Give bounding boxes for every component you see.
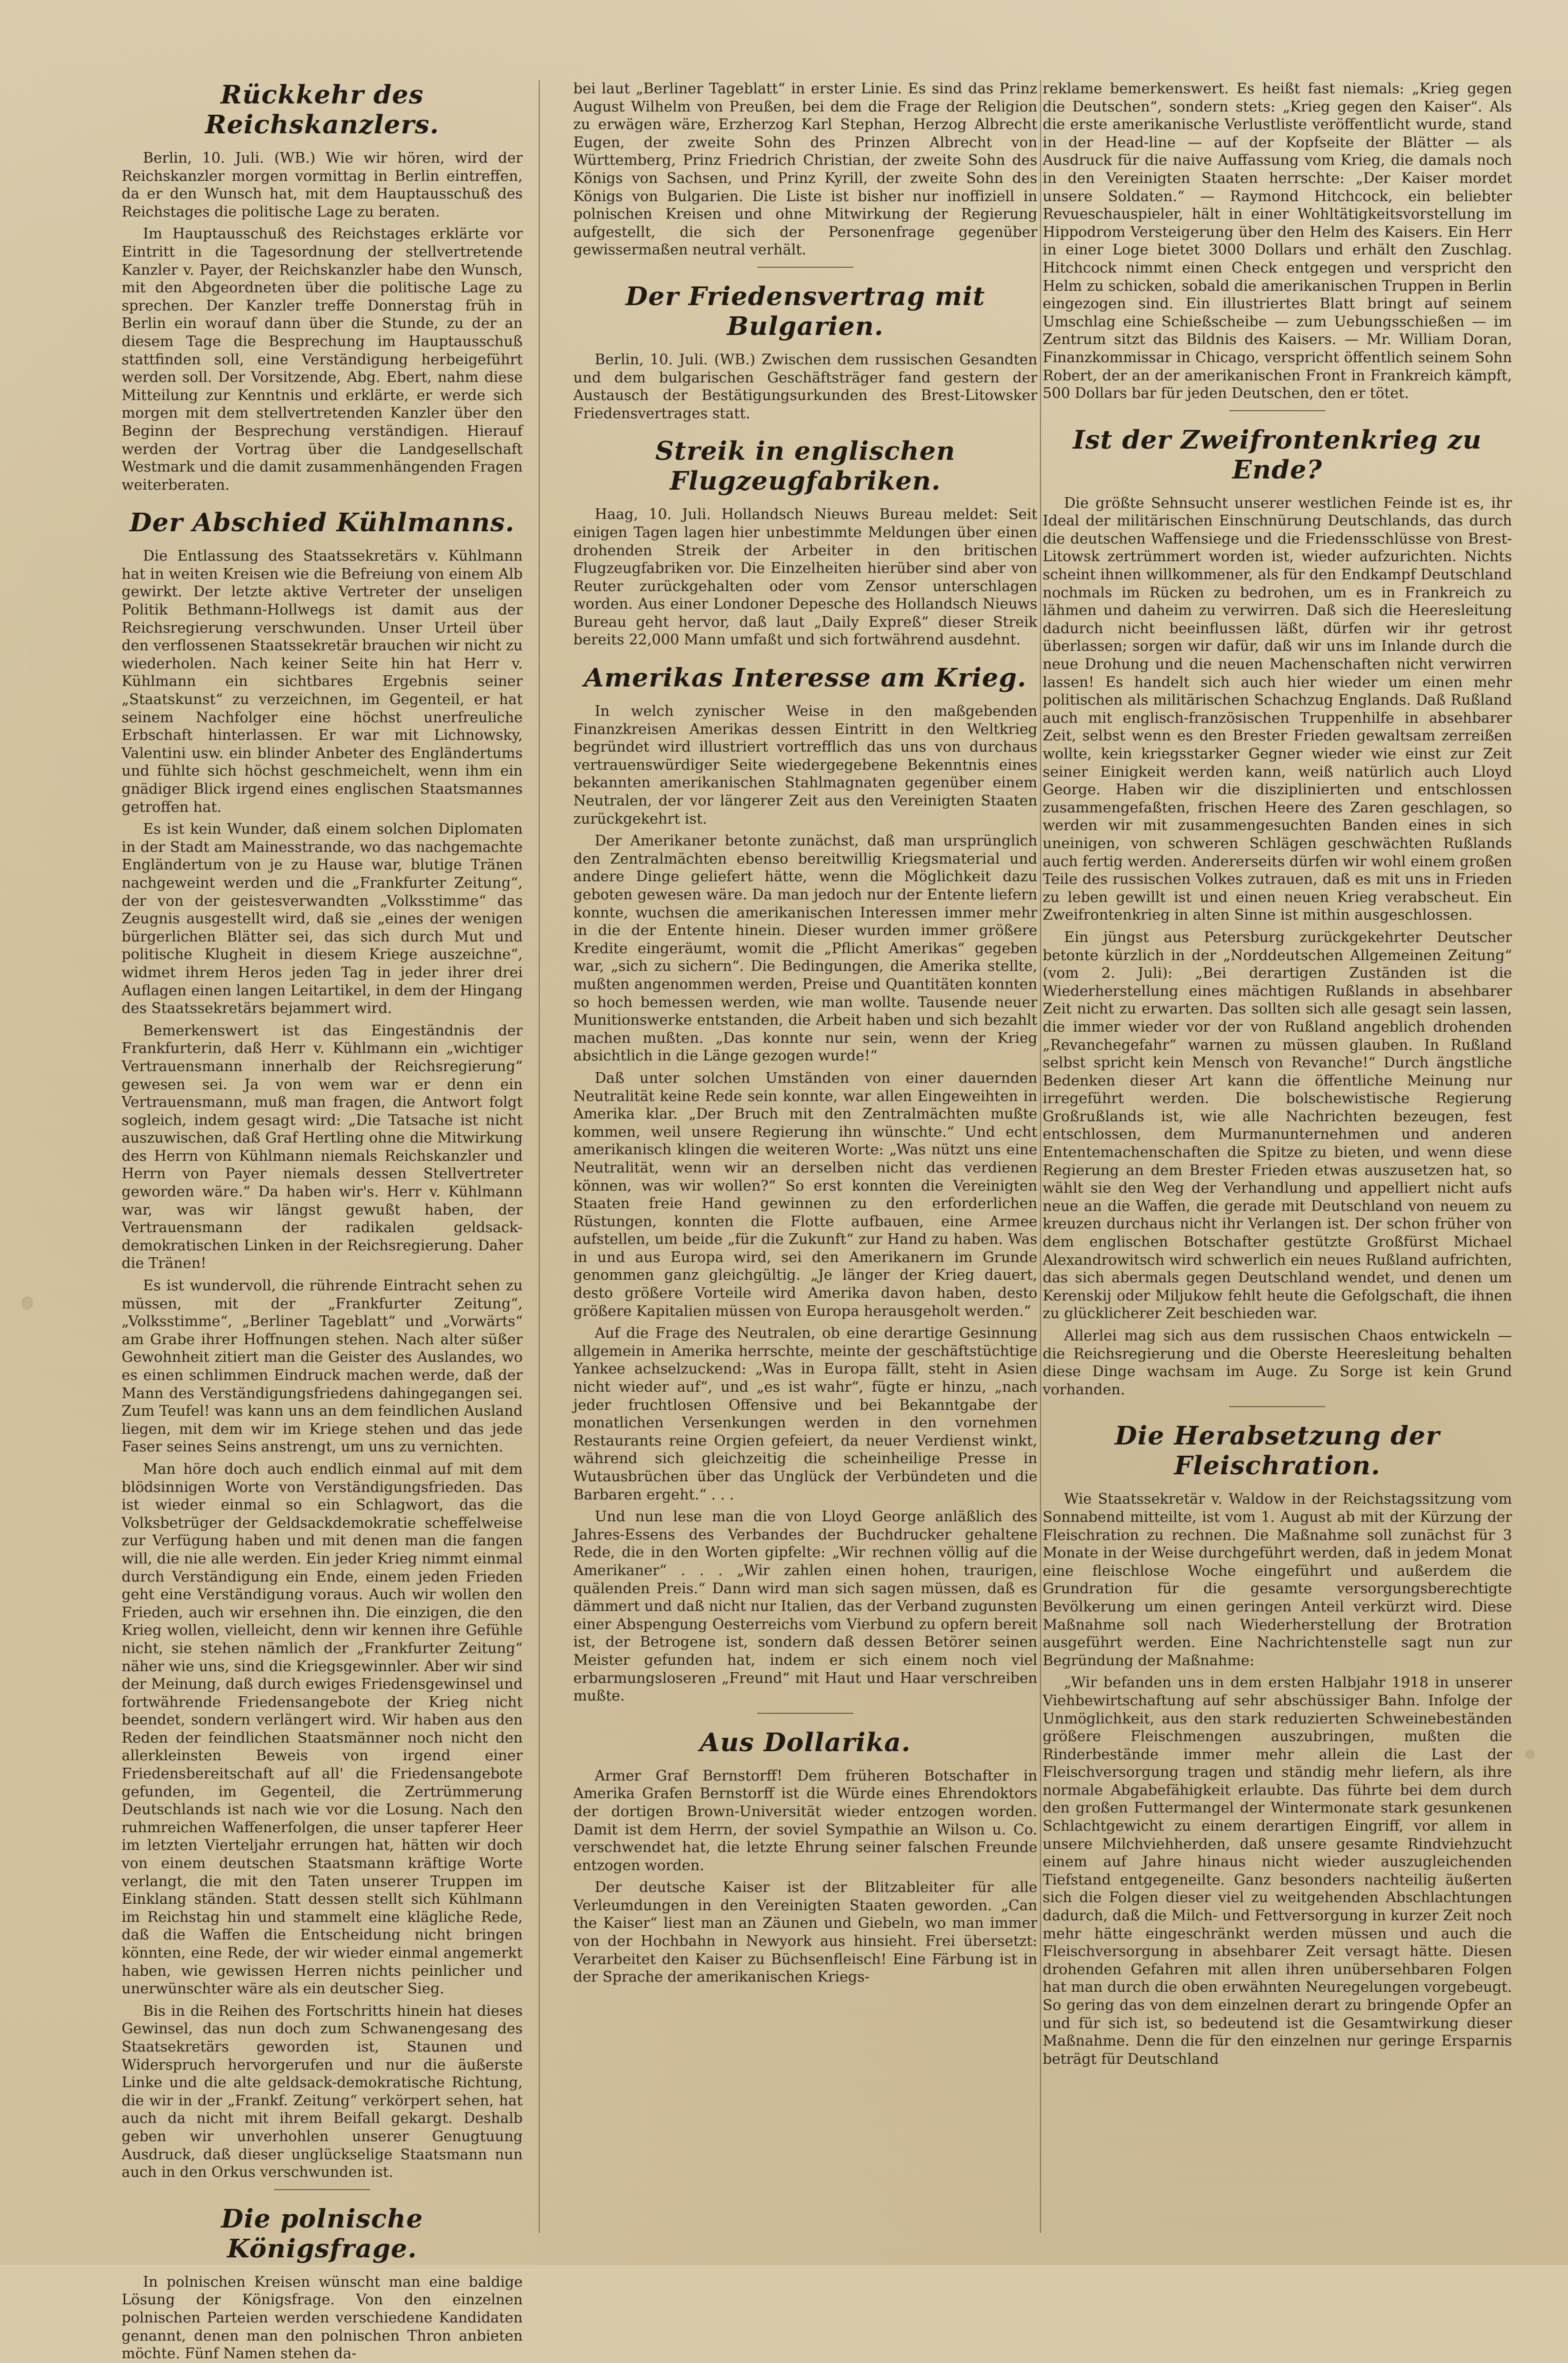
paper-stain	[1525, 1750, 1535, 1759]
section-divider	[757, 1713, 853, 1714]
paragraph: Es ist wundervoll, die rührende Eintracht sehen zu müssen, mit der „Frankfurter Zeitung“, „Volksstimme“, „Berliner Tageblatt“ und „Vorwärts“ am Grabe ihrer Hoffnungen stehen. Nach alter süßer Gewohnheit zitiert man die Geister des Auslandes, wo es einen schlimmen Eindruck machen werde, daß der Mann des Verständigungsfriedens dahingegangen sei. Zum Teufel! was kann uns an dem feindlichen Ausland liegen, mit dem wir im Kriege stehen und das jede Faser seines Seins anstrengt, um uns zu vernichten.	[122, 1278, 523, 1456]
paragraph: reklame bemerkenswert. Es heißt fast niemals: „Krieg gegen die Deutschen“, sondern stets: „Krieg gegen den Kaiser“. Als die erste amerikanische Verlustliste veröffentlicht wurde, stand in der Head-line — auf der Kopfseite der Blätter — als Ausdruck für die naive Auffassung vom Krieg, die damals noch in den Vereinigten Staaten herrschte: „Der Kaiser mordet unsere Soldaten.“ — Raymond Hitchcock, ein beliebter Revueschauspieler, hält in einer Wohltätigkeitsvorstellung im Hippodrom Versteigerung über den Helm des Kaisers. Ein Herr in einer Loge bietet 3000 Dollars und erhält den Zuschlag. Hitchcock nimmt einen Check entgegen und verspricht den Helm zu schicken, sobald die amerikanischen Truppen in Berlin eingezogen sind. Ein illustriertes Blatt bringt auf seinem Umschlag eine Schießscheibe — zum Uebungsschießen — im Zentrum sitzt das Bildnis des Kaisers. — Mr. William Doran, Finanzkommissar in Chicago, verspricht öffentlich seinem Sohn Robert, der an der amerikanischen Front in Frankreich kämpft, 500 Dollars bar für jeden Deutschen, den er tötet.	[1043, 81, 1512, 402]
section-divider	[274, 2189, 370, 2190]
headline-rueckkehr: Rückkehr des Reichskanzlers.	[205, 80, 439, 140]
paragraph: Daß unter solchen Umständen von einer dauernden Neutralität keine Rede sein konnte, war allen Eingeweihten in Amerika klar. „Der Bruch mit den Zentralmächten mußte kommen, weil unsere Regierung ihn wünschte.“ Und echt amerikanisch klingen die weiteren Worte: „Was nützt uns eine Neutralität, wenn wir an derselben nicht das verdienen können, was wir wollen?“ So erst konnten die Vereinigten Staaten freie Hand gewinnen zu den erforderlichen Rüstungen, konnten die Flotte aufbauen, eine Armee aufstellen, um beide „für die Zukunft“ zur Hand zu haben. Was in und aus Europa wird, sei den Amerikanern im Grunde genommen ganz gleichgültig. „Je länger der Krieg dauert, desto größere Vorteile wird Amerika davon haben, desto größere Kapitalien müssen von Europa herausgeholt werden.“	[573, 1069, 1037, 1320]
column-rule	[539, 80, 540, 2233]
column-rule	[1040, 80, 1041, 2233]
headline-friedensvertrag-bulgarien: Der Friedensvertrag mit Bulgarien.	[625, 281, 986, 341]
headline-streik-flugzeugfabriken: Streik in englischen Flugzeugfabriken.	[655, 436, 956, 497]
paragraph: In welch zynischer Weise in den maßgebenden Finanzkreisen Amerikas dessen Eintritt in den Weltkrieg begründet wird illustriert vortrefflich das uns von durchaus vertrauenswürdiger Seite wiedergegebene Bekenntnis eines bekannten amerikanischen Stahlmagnaten gegenüber einem Neutralen, der vor längerer Zeit aus den Vereinigten Staaten zurückgekehrt ist.	[573, 703, 1037, 827]
headline-aus-dollarika: Aus Dollarika.	[700, 1727, 911, 1758]
paragraph: Und nun lese man die von Lloyd George anläßlich des Jahres-Essens des Verbandes der Buchdrucker gehaltene Rede, die in den Worten gipfelte: „Wir rechnen völlig auf die Amerikaner“ . . . „Wir zahlen einen hohen, traurigen, quälenden Preis.“ Dann wird man sich sagen müssen, daß es dämmert und daß nicht nur Italien, das der Verband zugunsten einer Abspengung Oesterreichs vom Vierbund zu opfern bereit ist, der Betrogene ist, sondern daß dessen Betörer seinen Meister gefunden hat, indem er sich einem noch viel erbarmungsloseren „Freund“ mit Haut und Haar verschreiben mußte.	[573, 1508, 1037, 1705]
paragraph: Haag, 10. Juli. Hollandsch Nieuws Bureau meldet: Seit einigen Tagen lagen hier unbestimmte Meldungen über einen drohenden Streik der Arbeiter in den britischen Flugzeugfabriken vor. Die Einzelheiten hierüber sind aber von Reuter zurückgehalten oder vom Zensor unterschlagen worden. Aus einer Londoner Depesche des Hollandsch Nieuws Bureau geht hervor, daß laut „Daily Expreß“ dieser Streik bereits 22,000 Mann umfaßt und sich fortwährend ausdehnt.	[573, 506, 1037, 649]
paragraph: Es ist kein Wunder, daß einem solchen Diplomaten in der Stadt am Mainesstrande, wo das nachgemachte Engländertum von je zu Hause war, blutige Tränen nachgeweint werden und die „Frankfurter Zeitung“, der von der geistesverwandten „Volksstimme“ das Zeugnis ausgestellt wird, daß sie „eines der wenigen bürgerlichen Blätter sei, das sich durch Mut und politische Klugheit in diesem Kriege auszeichne“, widmet ihrem Heros jeden Tag in jeder ihrer drei Auflagen einen langen Leitartikel, in dem der Hingang des Staatssekretärs bejammert wird.	[122, 821, 523, 1017]
column-left	[122, 80, 523, 2362]
paragraph: Auf die Frage des Neutralen, ob eine derartige Gesinnung allgemein in Amerika herrschte, meinte der geschäftstüchtige Yankee achselzuckend: „Was in Europa fällt, steht in Asien nicht wieder auf“, und „es ist wahr“, fügte er hinzu, „nach jeder fruchtlosen Offensive und bei Bekanntgabe der monatlichen Versenkungen werden in den vornehmen Restaurants reine Orgien gefeiert, da neuer Verdienst winkt, während sich gleichzeitig die scheinheilige Presse in Wutausbrüchen über das Unglück der Verbündeten und die Barbaren ergeht.“ . . .	[573, 1325, 1037, 1503]
paragraph: Bemerkenswert ist das Eingeständnis der Frankfurterin, daß Herr v. Kühlmann ein „wichtiger Vertrauensmann innerhalb der Reichsregierung“ gewesen sei. Ja von wem war er denn ein Vertrauensmann, muß man fragen, die Antwort folgt sogleich, indem gesagt wird: „Die Tatsache ist nicht auszuwischen, daß Graf Hertling ohne die Mitwirkung des Herrn von Kühlmann niemals Reichskanzler und Herrn von Payer niemals dessen Stellvertreter geworden wäre.“ Da haben wir's. Herr v. Kühlmann war, was wir längst gewußt haben, der Vertrauensmann der radikalen geldsack-demokratischen Linken in der Reichsregierung. Daher die Tränen!	[122, 1022, 523, 1272]
paragraph: Armer Graf Bernstorff! Dem früheren Botschafter in Amerika Grafen Bernstorff ist die Würde eines Ehrendoktors der dortigen Brown-Universität wieder entzogen worden. Damit ist dem Herrn, der soviel Sympathie an Wilson u. Co. verschwendet hat, die letzte Ehrung seiner falschen Freunde entzogen worden.	[573, 1767, 1037, 1874]
paragraph: bei laut „Berliner Tageblatt“ in erster Linie. Es sind das Prinz August Wilhelm von Preußen, bei dem die Frage der Religion zu erwägen wäre, Erzherzog Karl Stephan, Herzog Albrecht Eugen, der zweite Sohn des Prinzen Albrecht von Württemberg, Prinz Friedrich Christian, der zweite Sohn des Königs von Sachsen, und Prinz Kyrill, der zweite Sohn des Königs von Bulgarien. Die Liste ist bisher nur inoffiziell in polnischen Kreisen und ohne Mitwirkung der Regierung aufgestellt, die sich der Personenfrage gegenüber gewissermaßen neutral verhält.	[573, 81, 1037, 259]
paragraph: Im Hauptausschuß des Reichstages erklärte vor Eintritt in die Tagesordnung der stellvertretende Kanzler v. Payer, der Reichskanzler habe den Wunsch, mit den Abgeordneten über die politische Lage zu sprechen. Der Kanzler treffe Donnerstag früh in Berlin ein worauf dann über die Stunde, zu der an diesem Tage die Besprechung im Hauptausschuß stattfinden soll, eine Verständigung herbeigeführt werden soll. Der Vorsitzende, Abg. Ebert, nahm diese Mitteilung zur Kenntnis und erklärte, er werde sich morgen mit dem stellvertretenden Kanzler über den Beginn der Besprechung verständigen. Hierauf werden der Vortrag über die Landgesellschaft Westmark und die damit zusammenhängenden Fragen weiterberaten.	[122, 226, 523, 493]
paragraph: Die Entlassung des Staatssekretärs v. Kühlmann hat in weiten Kreisen wie die Befreiung von einem Alb gewirkt. Der letzte aktive Vertreter der unseligen Politik Bethmann-Hollwegs ist damit aus der Reichsregierung verschwunden. Unser Urteil über den verflossenen Staatssekretär brauchen wir nicht zu wiederholen. Nach keiner Seite hin hat Herr v. Kühlmann ein sichtbares Ergebnis seiner „Staatskunst“ zu verzeichnen, im Gegenteil, er hat seinem Nachfolger eine höchst unerfreuliche Erbschaft hinterlassen. Er war mit Lichnowsky, Valentini usw. ein blinder Anbeter des Engländertums und fühlte sich höchst geschmeichelt, wenn ihm ein gnädiger Blick irgend eines englischen Staatsmannes getroffen hat.	[122, 548, 523, 816]
paragraph: Wie Staatssekretär v. Waldow in der Reichstagssitzung vom Sonnabend mitteilte, ist vom 1. August ab mit der Kürzung der Fleischration zu rechnen. Die Maßnahme soll zunächst für 3 Monate in der Weise durchgeführt werden, daß in jedem Monat eine fleischlose Woche eingeführt und außerdem die Grundration für die gesamte versorgungsberechtigte Bevölkerung um einen geringen Anteil verkürzt wird. Diese Maßnahme soll nach Wiederherstellung der Brotration ausgeführt werden. Eine Nachrichtenstelle sagt nun zur Begründung der Maßnahme:	[1043, 1491, 1512, 1669]
paragraph: In polnischen Kreisen wünscht man eine baldige Lösung der Königsfrage. Von den einzelnen polnischen Parteien werden verschiedene Kandidaten genannt, denen man den polnischen Thron anbieten möchte. Fünf Namen stehen da-	[122, 2273, 523, 2362]
headline-zweifrontenkrieg: Ist der Zweifrontenkrieg zu Ende?	[1073, 425, 1482, 485]
section-divider	[1229, 410, 1325, 411]
paragraph: Berlin, 10. Juli. (WB.) Wie wir hören, wird der Reichskanzler morgen vormittag in Berlin eintreffen, da er den Wunsch hat, mit dem Hauptausschuß des Reichstages die politische Lage zu beraten.	[122, 150, 523, 220]
section-divider	[1229, 1406, 1325, 1407]
paragraph: Der Amerikaner betonte zunächst, daß man ursprünglich den Zentralmächten ebenso bereitwillig Kriegsmaterial und andere Dinge geliefert hätte, wenn die Möglichkeit dazu geboten gewesen wäre. Da man jedoch nur der Entente liefern konnte, wuchsen die amerikanischen Interessen immer mehr in die der Entente hinein. Dieser wurden immer größere Kredite eingeräumt, womit die „Pflicht Amerikas“ gegeben war, „sich zu sichern“. Die Bedingungen, die Amerika stellte, mußten angenommen werden, Preise und Quantitäten konnten so hoch bemessen werden, wie man wollte. Tausende neuer Munitionswerke entstanden, die Arbeit haben und sich bezahlt machen mußten. „Das konnte nur sein, wenn der Krieg absichtlich in die Länge gezogen wurde!“	[573, 833, 1037, 1065]
headline-abschied-kuehlmanns: Der Abschied Kühlmanns.	[129, 508, 515, 538]
paragraph: Der deutsche Kaiser ist der Blitzableiter für alle Verleumdungen in den Vereinigten Staaten geworden. „Can the Kaiser“ liest man an Zäunen und Giebeln, wo man immer von der Hochbahn in Newyork aus hinsieht. Frei übersetzt: Verarbeitet den Kaiser zu Büchsenfleisch! Eine Färbung ist in der Sprache der amerikanischen Kriegs-	[573, 1879, 1037, 1986]
headline-fleischration: Die Herabsetzung der Fleischration.	[1115, 1421, 1440, 1481]
headline-polnische-koenigsfrage: Die polnische Königsfrage.	[221, 2204, 423, 2264]
paragraph: Ein jüngst aus Petersburg zurückgekehrter Deutscher betonte kürzlich in der „Norddeutschen Allgemeinen Zeitung“ (vom 2. Juli): „Bei derartigen Zuständen ist die Wiederherstellung eines mächtigen Rußlands in absehbarer Zeit nicht zu erwarten. Das sollten sich alle gesagt sein lassen, die immer wieder vor der von Rußland angeblich drohenden „Revanchegefahr“ warnen zu müssen glauben. In Rußland selbst spricht kein Mensch von Revanche!“ Durch ängstliche Bedenken dieser Art kann die öffentliche Meinung nur irregeführt werden. Die bolschewistische Regierung Großrußlands ist, wie alle Nachrichten bezeugen, fest entschlossen, dem Murmanunternehmen und anderen Ententemachenschaften die Spitze zu bieten, und wenn diese Regierung an dem Brester Frieden etwas auszusetzen hat, so wählt sie den Weg der Verhandlung und appelliert nicht aufs neue an die Waffen, die gerade mit Deutschland von neuem zu kreuzen durchaus nicht ihr Verlangen ist. Der schon früher von dem englischen Botschafter gestützte Großfürst Michael Alexandrowitsch wird schwerlich ein neues Rußland aufrichten, das sich abermals gegen Deutschland wendet, und denen um Kerenskij oder Miljukow fehlt heute die Gefolgschaft, die ihnen zu glücklicherer Zeit beschieden war.	[1043, 929, 1512, 1322]
paper-stain	[21, 1296, 33, 1310]
paragraph: Man höre doch auch endlich einmal auf mit dem blödsinnigen Worte von Verständigungsfrieden. Das ist wieder einmal so ein Schlagwort, das die Volksbetrüger der Geldsackdemokratie scheffelweise zur Verfügung haben und mit denen man die fangen will, die nie alle werden. Ein jeder Krieg nimmt einmal durch Verständigung ein Ende, einem jeden Frieden geht eine Verständigung voraus. Auch wir wollen den Frieden, auch wir ersehnen ihn. Die einzigen, die den Krieg wollen, vielleicht, denn wir kennen ihre Gefühle nicht, sie stehen nämlich der „Frankfurter Zeitung“ näher wie uns, sind die Kriegsgewinnler. Aber wir sind der Meinung, daß durch ewiges Friedensgewinsel und fortwährende Friedensangebote der Krieg nicht beendet, sondern verlängert wird. Wir haben aus den Reden der feindlichen Staatsmänner noch nicht den allerkleinsten Beweis von irgend einer Friedensbereitschaft auf all' die Friedensangebote gefunden, im Gegenteil, die Zertrümmerung Deutschlands ist nach wie vor die Losung. Nach den ruhmreichen Waffenerfolgen, die unser tapferer Heer im letzten Vierteljahr errungen hat, hätten wir doch von einem deutschen Staatsmann kräftige Worte verlangt, die mit den Taten unserer Truppen im Einklang ständen. Statt dessen stellt sich Kühlmann im Reichstag hin und stammelt eine klägliche Rede, daß die Waffen die Entscheidung nicht bringen könnten, eine Rede, der wir wieder einmal angemerkt haben, wie gewissen Herren nichts peinlicher und unerwünschter wäre als ein deutscher Sieg.	[122, 1460, 523, 1998]
column-middle	[573, 80, 1037, 2244]
paragraph: Allerlei mag sich aus dem russischen Chaos entwickeln — die Reichsregierung und die Oberste Heeresleitung behalten diese Dinge wachsam im Auge. Zu Sorge ist kein Grund vorhanden.	[1043, 1328, 1512, 1398]
headline-amerikas-interesse: Amerikas Interesse am Krieg.	[583, 663, 1027, 693]
paragraph: „Wir befanden uns in dem ersten Halbjahr 1918 in unserer Viehbewirtschaftung auf sehr abschüssiger Bahn. Infolge der Unmöglichkeit, aus den stark reduzierten Schweinebeständen größere Fleischmengen auszubringen, mußten die Rinderbestände immer mehr allein die Last der Fleischversorgung tragen und ständig mehr liefern, als ihre normale Abgabefähigkeit erlaubte. Das führte bei dem durch den großen Futtermangel der Wintermonate stark gesunkenen Schlachtgewicht zu einem derartigen Eingriff, vor allem in unsere Milchviehherden, daß unsere gesamte Rindviehzucht einem auf Jahre hinaus nicht wieder auszugleichenden Tiefstand entgegeneilte. Ganz besonders nachteilig äußerten sich die Folgen dieser viel zu weitgehenden Abschlachtungen dadurch, daß die Milch- und Fettversorgung in kurzer Zeit noch mehr hätte eingeschränkt werden müssen und auch die Fleischversorgung in absehbarer Zeit versagt hätte. Diesen drohenden Gefahren mit allen ihren unübersehbaren Folgen hat man durch die oben erwähnten Neuregelungen vorgebeugt. So gering das von dem einzelnen derart zu bringende Opfer an und für sich ist, so bedeutend ist die Gesamtwirkung dieser Maßnahme. Denn die für den einzelnen nur geringe Ersparnis beträgt für Deutschland	[1043, 1674, 1512, 2067]
paragraph: Die größte Sehnsucht unserer westlichen Feinde ist es, ihr Ideal der militärischen Einschnürung Deutschlands, das durch die deutschen Waffensiege und die Friedensschlüsse von Brest-Litowsk zertrümmert worden ist, wieder aufzurichten. Nichts scheint ihnen willkommener, als für den Endkampf Deutschland nochmals im Rücken zu bedrohen, um es in Frankreich zu lähmen und daheim zu verwirren. Daß sich die Heeresleitung dadurch nicht beeinflussen läßt, dürfen wir ihr getrost überlassen; sorgen wir dafür, daß wir uns im Inlande durch die neue Drohung und die neuen Machenschaften nicht verwirren lassen! Es handelt sich auch hier wieder um einen mehr politischen als militärischen Schachzug Englands. Daß Rußland auch mit englisch-französischen Truppenhilfe in absehbarer Zeit, selbst wenn es den Brester Frieden gewaltsam zerreißen wollte, kein kriegsstarker Gegner wieder wie einst zur Zeit seiner Einigkeit werden kann, weiß natürlich auch Lloyd George. Haben wir die disziplinierten und entschlossen zusammengefaßten, frischen Heere des Zaren geschlagen, so werden wir mit zusammengesuchten Banden eines in sich uneinigen, von schweren Schlägen geschwächten Rußlands auch fertig werden. Andererseits dürfen wir wohl einem großen Teile des russischen Volkes zutrauen, daß es mit uns in Frieden zu leben gewillt ist und einen neuen Krieg verabscheut. Ein Zweifrontenkrieg in alten Sinne ist mithin ausgeschlossen.	[1043, 494, 1512, 924]
column-right	[1043, 80, 1512, 2244]
section-divider	[757, 267, 853, 268]
paragraph: Bis in die Reihen des Fortschritts hinein hat dieses Gewinsel, das nun doch zum Schwanengesang des Staatsekretärs geworden ist, Staunen und Widerspruch hervorgerufen und nur die äußerste Linke und die alte geldsack-demokratische Richtung, die wir in der „Frankf. Zeitung“ verkörpert sehen, hat auch da nicht mit ihrem Beifall gekargt. Deshalb geben wir unverhohlen unserer Genugtuung Ausdruck, daß dieser unglückselige Staatsmann nun auch in den Orkus verschwunden ist.	[122, 2002, 523, 2181]
paragraph: Berlin, 10. Juli. (WB.) Zwischen dem russischen Gesandten und dem bulgarischen Geschäftsträger fand gestern der Austausch der Bestätigungsurkunden des Brest-Litowsker Friedensvertrages statt.	[573, 351, 1037, 422]
